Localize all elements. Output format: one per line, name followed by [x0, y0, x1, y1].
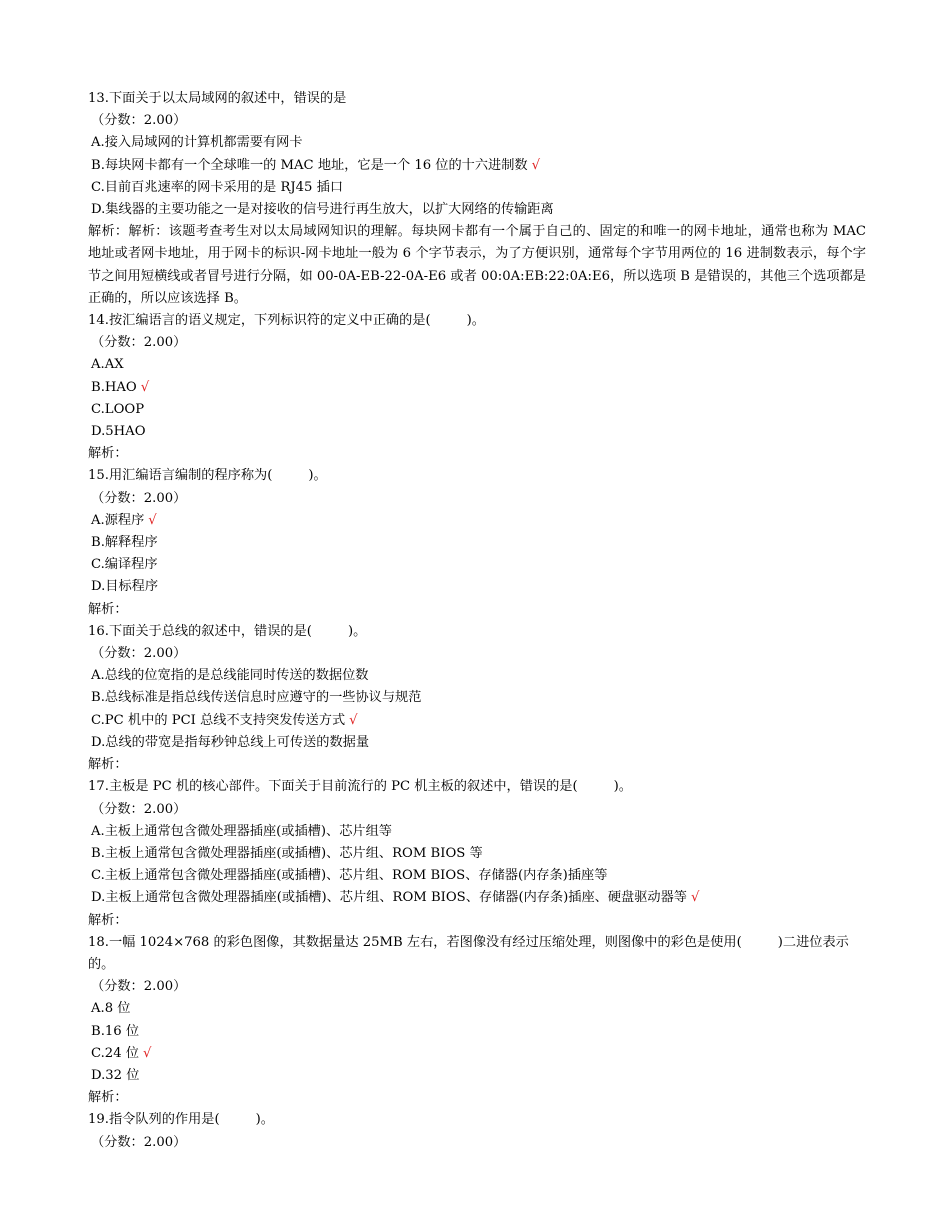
question-stem-continued: 的。: [88, 956, 115, 972]
correct-check-icon: √: [349, 712, 358, 728]
question-score: （分数：2.00）: [91, 979, 187, 995]
question-stem: 16.下面关于总线的叙述中，错误的是( )。: [88, 623, 367, 639]
correct-check-icon: √: [691, 890, 700, 906]
question-15: [88, 465, 866, 620]
question-score: （分数：2.00）: [91, 335, 187, 351]
option-a: A.8 位: [91, 1001, 131, 1017]
question-stem: 15.用汇编语言编制的程序称为( )。: [88, 468, 327, 484]
correct-check-icon: √: [148, 512, 157, 528]
option-d: D.主板上通常包含微处理器插座(或插槽)、芯片组、ROM BIOS、存储器(内存条)插座、硬盘驱动器等 √: [91, 890, 700, 906]
question-stem: 14.按汇编语言的语义规定，下列标识符的定义中正确的是( )。: [88, 313, 485, 329]
option-b: B.主板上通常包含微处理器插座(或插槽)、芯片组、ROM BIOS 等: [91, 845, 483, 861]
correct-check-icon: √: [140, 379, 150, 395]
option-d: D.集线器的主要功能之一是对接收的信号进行再生放大，以扩大网络的传输距离: [91, 202, 554, 218]
option-a: A.主板上通常包含微处理器插座(或插槽)、芯片组等: [91, 823, 392, 839]
question-19: [88, 1109, 866, 1153]
question-score: （分数：2.00）: [91, 490, 187, 506]
option-c: C.LOOP: [91, 401, 145, 417]
question-analysis: 解析：: [88, 757, 128, 773]
question-analysis: 解析：: [88, 446, 128, 462]
option-c: C.24 位 √: [91, 1045, 152, 1061]
option-c: C.PC 机中的 PCI 总线不支持突发传送方式 √: [91, 712, 358, 728]
question-13: [88, 88, 866, 310]
option-a: A.总线的位宽指的是总线能同时传送的数据位数: [91, 668, 369, 684]
question-stem: 13.下面关于以太局域网的叙述中，错误的是: [88, 91, 347, 106]
question-17: [88, 776, 866, 931]
question-analysis: 解析：: [88, 601, 128, 617]
question-stem: 18.一幅 1024×768 的彩色图像，其数据量达 25MB 左右，若图像没有经过压缩处理，则图像中的彩色是使用( )二进位表示: [88, 934, 849, 950]
question-score: （分数：2.00）: [91, 646, 187, 662]
option-a: A.AX: [91, 357, 124, 373]
question-18: [88, 932, 866, 1110]
question-16: [88, 621, 866, 776]
question-score: （分数：2.00）: [91, 1134, 187, 1150]
option-b: B.每块网卡都有一个全球唯一的 MAC 地址，它是一个 16 位的十六进制数 √: [91, 157, 541, 173]
question-stem: 19.指令队列的作用是( )。: [88, 1112, 274, 1128]
question-analysis: 解析：解析：该题考查考生对以太局域网知识的理解。每块网卡都有一个属于自己的、固定的和唯一的网卡地址，通常也称为 MAC 地址或者网卡地址，用于网卡的标识-网卡地址一般为 6 个字节表示，为了方便识别，通常每个字节用两位的 16 进制数表示，每个字节之间用短横线或者冒号进行分隔，如 00-0A-EB-22-0A-E6 或者 00:0A:EB:22:0A:E6，所以选项 B 是错误的，其他三个选项都是正确的，所以应该选择 B。: [88, 224, 866, 306]
option-b: B.16 位: [91, 1023, 140, 1039]
option-c: C.目前百兆速率的网卡采用的是 RJ45 插口: [91, 179, 344, 195]
option-b: B.解释程序: [91, 535, 158, 551]
question-score: （分数：2.00）: [91, 801, 187, 817]
option-d: D.32 位: [91, 1067, 140, 1083]
question-stem: 17.主板是 PC 机的核心部件。下面关于目前流行的 PC 机主板的叙述中，错误的是( )。: [88, 779, 632, 795]
question-document: [88, 88, 866, 1154]
option-b: B.总线标准是指总线传送信息时应遵守的一些协议与规范: [91, 690, 422, 706]
question-14: [88, 310, 866, 465]
option-a: A.源程序 √: [91, 512, 157, 528]
option-c: C.主板上通常包含微处理器插座(或插槽)、芯片组、ROM BIOS、存储器(内存条)插座等: [91, 868, 608, 884]
correct-check-icon: √: [531, 157, 541, 173]
option-d: D.5HAO: [91, 424, 146, 440]
option-d: D.总线的带宽是指每秒钟总线上可传送的数据量: [91, 734, 370, 750]
option-a: A.接入局域网的计算机都需要有网卡: [91, 135, 303, 151]
question-analysis: 解析：: [88, 1090, 128, 1106]
question-score: （分数：2.00）: [91, 113, 187, 129]
option-d: D.目标程序: [91, 579, 159, 595]
option-c: C.编译程序: [91, 557, 158, 573]
question-analysis: 解析：: [88, 912, 128, 928]
correct-check-icon: √: [142, 1045, 152, 1061]
option-b: B.HAO √: [91, 379, 150, 395]
